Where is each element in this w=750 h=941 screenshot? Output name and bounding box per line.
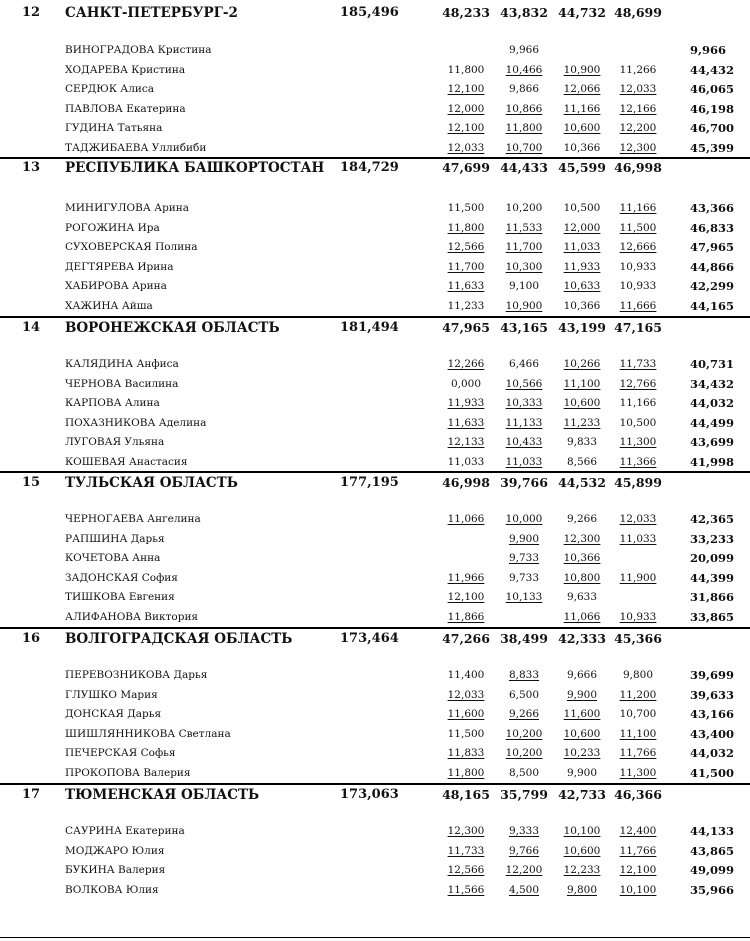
apparatus-total: 35,799 xyxy=(500,787,548,802)
apparatus-score: 11,100 xyxy=(563,377,601,390)
apparatus-total: 38,499 xyxy=(500,631,548,646)
athlete-total: 46,065 xyxy=(690,82,735,96)
apparatus-score: 11,300 xyxy=(619,766,657,779)
athlete-name: РАПШИНА Дарья xyxy=(65,532,165,545)
athlete-name: БУКИНА Валерия xyxy=(65,864,166,876)
apparatus-total: 44,433 xyxy=(500,160,548,175)
apparatus-total: 47,965 xyxy=(442,320,490,335)
athlete-total: 39,633 xyxy=(690,687,735,702)
athlete-name: ПЕРЕВОЗНИКОВА Дарья xyxy=(65,669,208,681)
apparatus-score: 9,733 xyxy=(508,552,540,564)
apparatus-score: 9,900 xyxy=(508,532,540,545)
apparatus-score: 8,500 xyxy=(508,766,540,779)
team-total: 181,494 xyxy=(340,320,399,335)
athlete-total: 44,499 xyxy=(690,415,735,430)
apparatus-score: 11,166 xyxy=(563,102,601,115)
apparatus-score: 10,566 xyxy=(505,377,543,390)
apparatus-score: 11,400 xyxy=(447,669,485,681)
apparatus-score: 11,500 xyxy=(619,221,657,234)
team-number: 17 xyxy=(22,787,41,802)
team-name: РЕСПУБЛИКА БАШКОРТОСТАН xyxy=(65,160,325,176)
apparatus-score: 11,300 xyxy=(619,436,657,448)
apparatus-score: 10,600 xyxy=(563,397,601,409)
team-separator xyxy=(0,627,750,629)
athlete-name: ПРОКОПОВА Валерия xyxy=(65,766,191,779)
apparatus-total: 45,366 xyxy=(614,631,662,646)
athlete-total: 44,032 xyxy=(690,396,735,410)
apparatus-score: 12,300 xyxy=(619,141,657,154)
apparatus-score: 11,600 xyxy=(563,708,601,720)
apparatus-score: 10,200 xyxy=(505,747,543,759)
apparatus-total: 48,699 xyxy=(614,5,662,20)
team-number: 16 xyxy=(22,631,41,646)
apparatus-score: 11,566 xyxy=(447,883,485,896)
apparatus-score: 9,800 xyxy=(566,883,598,896)
apparatus-score: 9,900 xyxy=(566,766,598,779)
apparatus-score: 11,800 xyxy=(447,221,485,234)
apparatus-score: 10,600 xyxy=(563,122,601,134)
athlete-name: ЧЕРНОВА Василина xyxy=(65,377,179,390)
apparatus-score: 10,866 xyxy=(505,102,543,115)
team-number: 13 xyxy=(22,160,41,175)
athlete-name: МОДЖАРО Юлия xyxy=(65,844,165,857)
bottom-rule xyxy=(0,937,750,938)
apparatus-score: 9,800 xyxy=(622,669,654,681)
athlete-name: ВОЛКОВА Юлия xyxy=(65,883,159,896)
apparatus-score: 12,566 xyxy=(447,864,485,876)
athlete-name: ХАЖИНА Айша xyxy=(65,299,153,312)
athlete-total: 33,865 xyxy=(690,609,735,624)
apparatus-score: 11,633 xyxy=(447,416,485,429)
team-number: 15 xyxy=(22,475,41,490)
apparatus-score: 12,066 xyxy=(563,83,601,95)
apparatus-score: 10,933 xyxy=(619,280,657,292)
apparatus-score: 11,766 xyxy=(619,747,657,759)
apparatus-score: 12,400 xyxy=(619,825,657,837)
apparatus-score: 11,066 xyxy=(447,513,485,525)
apparatus-score: 10,466 xyxy=(505,63,543,76)
apparatus-score: 12,233 xyxy=(563,864,601,876)
apparatus-score: 9,900 xyxy=(566,688,598,701)
apparatus-score: 11,133 xyxy=(505,416,543,429)
apparatus-score: 10,366 xyxy=(563,299,601,312)
apparatus-total: 48,165 xyxy=(442,787,490,802)
apparatus-total: 42,333 xyxy=(558,631,606,646)
team-total: 185,496 xyxy=(340,5,399,20)
apparatus-score: 11,533 xyxy=(505,221,543,234)
apparatus-score: 11,500 xyxy=(447,727,485,740)
apparatus-score: 11,866 xyxy=(447,610,485,623)
apparatus-score: 10,700 xyxy=(619,708,657,720)
athlete-name: ЧЕРНОГАЕВА Ангелина xyxy=(65,513,201,525)
apparatus-score: 11,100 xyxy=(619,727,657,740)
team-separator xyxy=(0,157,750,159)
apparatus-score: 11,733 xyxy=(619,358,657,370)
athlete-total: 43,166 xyxy=(690,707,735,721)
athlete-total: 40,731 xyxy=(690,357,735,371)
team-name: ТЮМЕНСКАЯ ОБЛАСТЬ xyxy=(65,787,260,803)
apparatus-score: 11,033 xyxy=(563,241,601,253)
apparatus-score: 12,166 xyxy=(619,102,657,115)
apparatus-score: 12,000 xyxy=(447,102,485,115)
apparatus-score: 11,633 xyxy=(447,280,485,292)
apparatus-total: 47,699 xyxy=(442,160,490,175)
apparatus-total: 44,732 xyxy=(558,5,606,20)
athlete-total: 44,432 xyxy=(690,62,735,77)
athlete-total: 42,299 xyxy=(690,279,735,293)
athlete-total: 44,399 xyxy=(690,570,735,585)
apparatus-score: 9,833 xyxy=(566,436,598,448)
team-number: 12 xyxy=(22,5,41,20)
apparatus-total: 43,199 xyxy=(558,320,606,335)
team-total: 173,063 xyxy=(340,787,399,802)
apparatus-score: 11,800 xyxy=(505,122,543,134)
apparatus-score: 12,566 xyxy=(447,241,485,253)
athlete-name: АЛИФАНОВА Виктория xyxy=(65,610,199,623)
apparatus-score: 11,033 xyxy=(505,455,543,468)
athlete-total: 46,833 xyxy=(690,220,735,235)
athlete-name: ПАВЛОВА Екатерина xyxy=(65,102,186,115)
athlete-total: 41,998 xyxy=(690,454,735,469)
athlete-total: 34,432 xyxy=(690,376,735,391)
athlete-name: ДЕГТЯРЕВА Ирина xyxy=(65,260,174,273)
apparatus-score: 10,933 xyxy=(619,260,657,273)
apparatus-score: 10,900 xyxy=(563,63,601,76)
apparatus-score: 11,066 xyxy=(563,610,601,623)
apparatus-score: 10,100 xyxy=(619,883,657,896)
apparatus-score: 11,600 xyxy=(447,708,485,720)
apparatus-score: 10,900 xyxy=(505,299,543,312)
apparatus-score: 8,833 xyxy=(508,669,540,681)
athlete-total: 33,233 xyxy=(690,531,735,546)
apparatus-score: 9,733 xyxy=(508,571,540,584)
athlete-name: ЗАДОНСКАЯ София xyxy=(65,571,178,584)
athlete-total: 43,366 xyxy=(690,201,735,215)
apparatus-total: 48,233 xyxy=(442,5,490,20)
apparatus-total: 47,266 xyxy=(442,631,490,646)
apparatus-score: 12,033 xyxy=(619,513,657,525)
athlete-name: ПОХАЗНИКОВА Аделина xyxy=(65,416,207,429)
apparatus-total: 46,998 xyxy=(614,160,662,175)
apparatus-score: 11,266 xyxy=(619,63,657,76)
apparatus-score: 12,200 xyxy=(505,864,543,876)
athlete-name: ТАДЖИБАЕВА Уллибиби xyxy=(65,141,207,154)
apparatus-score: 11,900 xyxy=(619,571,657,584)
athlete-total: 43,699 xyxy=(690,435,735,449)
athlete-name: ПЕЧЕРСКАЯ Софья xyxy=(65,747,176,759)
apparatus-score: 10,200 xyxy=(505,202,543,214)
apparatus-score: 9,266 xyxy=(566,513,598,525)
athlete-total: 43,865 xyxy=(690,843,735,858)
team-number: 14 xyxy=(22,320,41,335)
apparatus-score: 12,266 xyxy=(447,358,485,370)
athlete-name: ГУДИНА Татьяна xyxy=(65,122,163,134)
athlete-name: КАЛЯДИНА Анфиса xyxy=(65,358,179,370)
athlete-total: 46,198 xyxy=(690,101,735,116)
apparatus-score: 12,200 xyxy=(619,122,657,134)
apparatus-total: 45,599 xyxy=(558,160,606,175)
apparatus-score: 8,566 xyxy=(566,455,598,468)
apparatus-score: 9,100 xyxy=(508,280,540,292)
team-separator xyxy=(0,471,750,473)
athlete-name: МИНИГУЛОВА Арина xyxy=(65,202,190,214)
athlete-name: РОГОЖИНА Ира xyxy=(65,221,160,234)
athlete-total: 35,966 xyxy=(690,882,735,897)
apparatus-score: 10,933 xyxy=(619,610,657,623)
apparatus-total: 46,998 xyxy=(442,475,490,490)
athlete-name: ДОНСКАЯ Дарья xyxy=(65,708,162,720)
athlete-name: КАРПОВА Алина xyxy=(65,397,160,409)
apparatus-score: 12,100 xyxy=(619,864,657,876)
apparatus-total: 39,766 xyxy=(500,475,548,490)
apparatus-score: 10,700 xyxy=(505,141,543,154)
apparatus-score: 0,000 xyxy=(450,377,482,390)
apparatus-score: 10,333 xyxy=(505,397,543,409)
athlete-name: КОЧЕТОВА Анна xyxy=(65,552,161,564)
apparatus-score: 9,633 xyxy=(566,591,598,603)
apparatus-score: 12,300 xyxy=(563,532,601,545)
apparatus-score: 10,600 xyxy=(563,844,601,857)
apparatus-total: 45,899 xyxy=(614,475,662,490)
team-total: 184,729 xyxy=(340,160,399,175)
apparatus-score: 11,500 xyxy=(447,202,485,214)
athlete-total: 47,965 xyxy=(690,240,735,254)
apparatus-score: 12,100 xyxy=(447,122,485,134)
apparatus-total: 43,165 xyxy=(500,320,548,335)
apparatus-score: 10,200 xyxy=(505,727,543,740)
apparatus-score: 12,666 xyxy=(619,241,657,253)
apparatus-score: 12,033 xyxy=(447,688,485,701)
apparatus-total: 46,366 xyxy=(614,787,662,802)
apparatus-score: 11,033 xyxy=(447,455,485,468)
apparatus-score: 4,500 xyxy=(508,883,540,896)
apparatus-score: 11,833 xyxy=(447,747,485,759)
athlete-total: 44,866 xyxy=(690,259,735,274)
apparatus-score: 10,233 xyxy=(563,747,601,759)
apparatus-score: 10,433 xyxy=(505,436,543,448)
athlete-name: СУХОВЕРСКАЯ Полина xyxy=(65,241,198,253)
apparatus-score: 9,766 xyxy=(508,844,540,857)
team-separator xyxy=(0,316,750,318)
athlete-total: 9,966 xyxy=(690,43,727,57)
apparatus-score: 12,766 xyxy=(619,377,657,390)
apparatus-score: 10,500 xyxy=(619,416,657,429)
apparatus-score: 9,266 xyxy=(508,708,540,720)
athlete-total: 45,399 xyxy=(690,140,735,155)
team-total: 173,464 xyxy=(340,631,399,646)
apparatus-score: 12,033 xyxy=(447,141,485,154)
apparatus-score: 12,300 xyxy=(447,825,485,837)
athlete-name: ТИШКОВА Евгения xyxy=(65,591,175,603)
apparatus-score: 11,766 xyxy=(619,844,657,857)
apparatus-score: 10,600 xyxy=(563,727,601,740)
apparatus-score: 9,333 xyxy=(508,825,540,837)
apparatus-score: 12,000 xyxy=(563,221,601,234)
athlete-total: 46,700 xyxy=(690,121,735,135)
team-name: ВОЛГОГРАДСКАЯ ОБЛАСТЬ xyxy=(65,631,293,647)
team-name: САНКТ-ПЕТЕРБУРГ-2 xyxy=(65,5,238,21)
athlete-name: СЕРДЮК Алиса xyxy=(65,83,155,95)
athlete-name: ЛУГОВАЯ Ульяна xyxy=(65,436,165,448)
apparatus-total: 42,733 xyxy=(558,787,606,802)
apparatus-score: 11,233 xyxy=(563,416,601,429)
apparatus-score: 10,300 xyxy=(505,260,543,273)
apparatus-score: 11,366 xyxy=(619,455,657,468)
apparatus-score: 9,866 xyxy=(508,83,540,95)
athlete-total: 39,699 xyxy=(690,668,735,682)
apparatus-score: 10,633 xyxy=(563,280,601,292)
apparatus-total: 43,832 xyxy=(500,5,548,20)
athlete-total: 44,133 xyxy=(690,824,735,838)
apparatus-score: 12,033 xyxy=(619,83,657,95)
apparatus-score: 10,000 xyxy=(505,513,543,525)
apparatus-score: 10,500 xyxy=(563,202,601,214)
athlete-total: 41,500 xyxy=(690,765,735,780)
apparatus-score: 6,500 xyxy=(508,688,540,701)
apparatus-score: 10,366 xyxy=(563,552,601,564)
team-separator xyxy=(0,783,750,785)
apparatus-score: 12,133 xyxy=(447,436,485,448)
apparatus-score: 12,100 xyxy=(447,83,485,95)
athlete-name: ШИШЛЯННИКОВА Светлана xyxy=(65,727,231,740)
athlete-total: 43,400 xyxy=(690,726,735,741)
team-total: 177,195 xyxy=(340,475,399,490)
apparatus-score: 11,700 xyxy=(505,241,543,253)
athlete-total: 20,099 xyxy=(690,551,735,565)
apparatus-score: 11,700 xyxy=(447,260,485,273)
apparatus-score: 11,733 xyxy=(447,844,485,857)
athlete-name: ВИНОГРАДОВА Кристина xyxy=(65,44,212,56)
athlete-name: ГЛУШКО Мария xyxy=(65,688,158,701)
apparatus-score: 10,266 xyxy=(563,358,601,370)
apparatus-score: 9,966 xyxy=(508,44,540,56)
athlete-total: 44,032 xyxy=(690,746,735,760)
team-name: ВОРОНЕЖСКАЯ ОБЛАСТЬ xyxy=(65,320,280,336)
apparatus-score: 11,166 xyxy=(619,397,657,409)
apparatus-score: 6,466 xyxy=(508,358,540,370)
apparatus-score: 11,966 xyxy=(447,571,485,584)
athlete-name: КОШЕВАЯ Анастасия xyxy=(65,455,188,468)
apparatus-score: 11,933 xyxy=(563,260,601,273)
apparatus-score: 11,800 xyxy=(447,766,485,779)
athlete-total: 49,099 xyxy=(690,863,735,877)
apparatus-score: 12,100 xyxy=(447,591,485,603)
apparatus-total: 47,165 xyxy=(614,320,662,335)
athlete-total: 42,365 xyxy=(690,512,735,526)
apparatus-score: 10,133 xyxy=(505,591,543,603)
apparatus-score: 10,366 xyxy=(563,141,601,154)
apparatus-total: 44,532 xyxy=(558,475,606,490)
apparatus-score: 11,200 xyxy=(619,688,657,701)
athlete-total: 31,866 xyxy=(690,590,735,604)
apparatus-score: 11,800 xyxy=(447,63,485,76)
apparatus-score: 11,233 xyxy=(447,299,485,312)
apparatus-score: 11,666 xyxy=(619,299,657,312)
athlete-name: САУРИНА Екатерина xyxy=(65,825,185,837)
apparatus-score: 11,933 xyxy=(447,397,485,409)
team-name: ТУЛЬСКАЯ ОБЛАСТЬ xyxy=(65,475,238,491)
apparatus-score: 9,666 xyxy=(566,669,598,681)
apparatus-score: 10,800 xyxy=(563,571,601,584)
apparatus-score: 10,100 xyxy=(563,825,601,837)
athlete-total: 44,165 xyxy=(690,298,735,313)
athlete-name: ХОДАРЕВА Кристина xyxy=(65,63,186,76)
athlete-name: ХАБИРОВА Арина xyxy=(65,280,167,292)
apparatus-score: 11,033 xyxy=(619,532,657,545)
apparatus-score: 11,166 xyxy=(619,202,657,214)
